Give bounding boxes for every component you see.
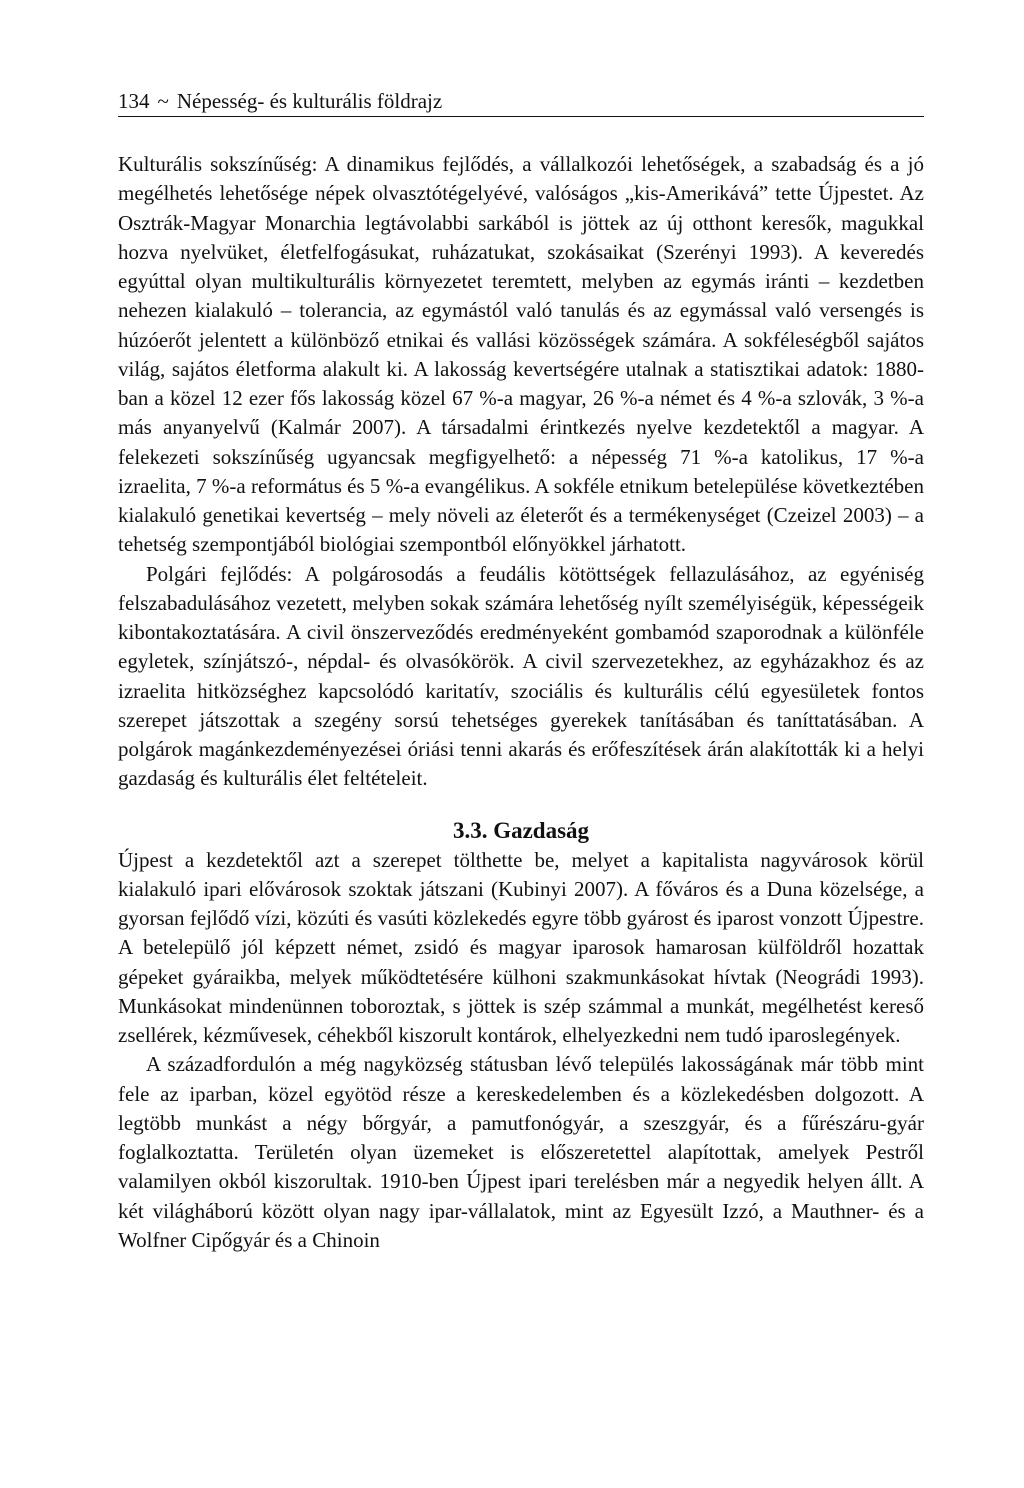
paragraph-cultural-diversity: Kulturális sokszínűség: A dinamikus fejlődés, a vállalkozói lehetőségek, a szabadság és a jó megélhetés lehetősége népek olvasztótégelyévé, valóságos „kis-Amerikává” tette Újpestet. Az Osztrák-Magyar Monarchia legtávolabbi sarkából is jöttek az új otthont keresők, magukkal hozva nyelvüket, életfelfogásukat, ruházatukat, szokásaikat (Szerényi 1993). A keveredés egyúttal olyan multikulturális környezetet teremtett, melyben az egymás iránti – kezdetben nehezen kialakuló – tolerancia, az egymástól való tanulás és az egymással való versengés is húzóerőt jelentett a különböző etnikai és vallási közösségek számára. A sokféleségből sajátos világ, sajátos életforma alakult ki. A lakosság kevertségére utalnak a statisztikai adatok: 1880-ban a közel 12 ezer fős lakosság közel 67 %-a magyar, 26 %-a német és 4 %-a szlovák, 3 %-a más anyanyelvű (Kalmár 2007). A társadalmi érintkezés nyelve kezdetektől a magyar. A felekezeti sokszínűség ugyancsak megfigyelhető: a népesség 71 %-a katolikus, 17 %-a izraelita, 7 %-a református és 5 %-a evangélikus. A sokféle etnikum betelepülése következtében kialakuló genetikai kevertség – mely növeli az életerőt és a termékenységet (Czeizel 2003) – a tehetség szempontjából biológiai szempontból előnyökkel járhatott. [118,152,924,557]
running-header [118,86,924,117]
body-text [118,150,924,1255]
section-heading: 3.3. Gazdaság [452,817,590,843]
header-separator: ~ [157,89,169,113]
running-title: Népesség- és kulturális földrajz [176,89,443,113]
paragraph-economy-intro: Újpest a kezdetektől azt a szerepet tölthette be, melyet a kapitalista nagyvárosok körül kialakuló ipari elővárosok szoktak játszani (Kubinyi 2007). A főváros és a Duna közelsége, a gyorsan fejlődő vízi, közúti és vasúti közlekedés egyre több gyárost és iparost vonzott Újpestre. A betelepülő jól képzett német, zsidó és magyar iparosok hamarosan külföldről hozattak gépeket gyáraikba, melyek működtetésére külhoni szakmunkásokat hívtak (Neográdi 1993). Munkásokat mindenünnen toboroztak, s jöttek is szép számmal a munkát, megélhetést kereső zsellérek, kézművesek, céhekből kiszorult kontárok, elhelyezkedni nem tudó iparoslegények. [118,847,924,1047]
paragraph-economy-industry: A századfordulón a még nagyközség státusban lévő település lakosságának már több mint fele az iparban, közel egyötöd része a kereskedelemben és a közlekedésben dolgozott. A legtöbb munkást a négy bőrgyár, a pamutfonógyár, a szeszgyár, és a fűrészáru-gyár foglalkoztatta. Területén olyan üzemeket is előszeretettel alapítottak, amelyek Pestről valamilyen okból kiszorultak. 1910-ben Újpest ipari terelésben már a negyedik helyen állt. A két világháború között olyan nagy ipar-vállalatok, mint az Egyesült Izzó, a Mauthner- és a Wolfner Cipőgyár és a Chinoin [118,1052,924,1252]
page-number: 134 [118,89,150,113]
paragraph-civic-development: Polgári fejlődés: A polgárosodás a feudális kötöttségek fellazulásához, az egyéniség felszabadulásához vezetett, melyben sokak számára lehetőség nyílt személyiségük, képességeik kibontakoztatására. A civil önszerveződés eredményeként gombamód szaporodnak a különféle egyletek, színjátszó-, népdal- és olvasókörök. A civil szervezetekhez, az egyházakhoz és az izraelita hitközséghez kapcsolódó karitatív, szociális és kulturális célú egyesületek fontos szerepet játszottak a szegény sorsú tehetséges gyerekek tanításában és taníttatásában. A polgárok magánkezdeményezései óriási tenni akarás és erőfeszítések árán alakították ki a helyi gazdaság és kulturális élet feltételeit. [118,561,924,791]
